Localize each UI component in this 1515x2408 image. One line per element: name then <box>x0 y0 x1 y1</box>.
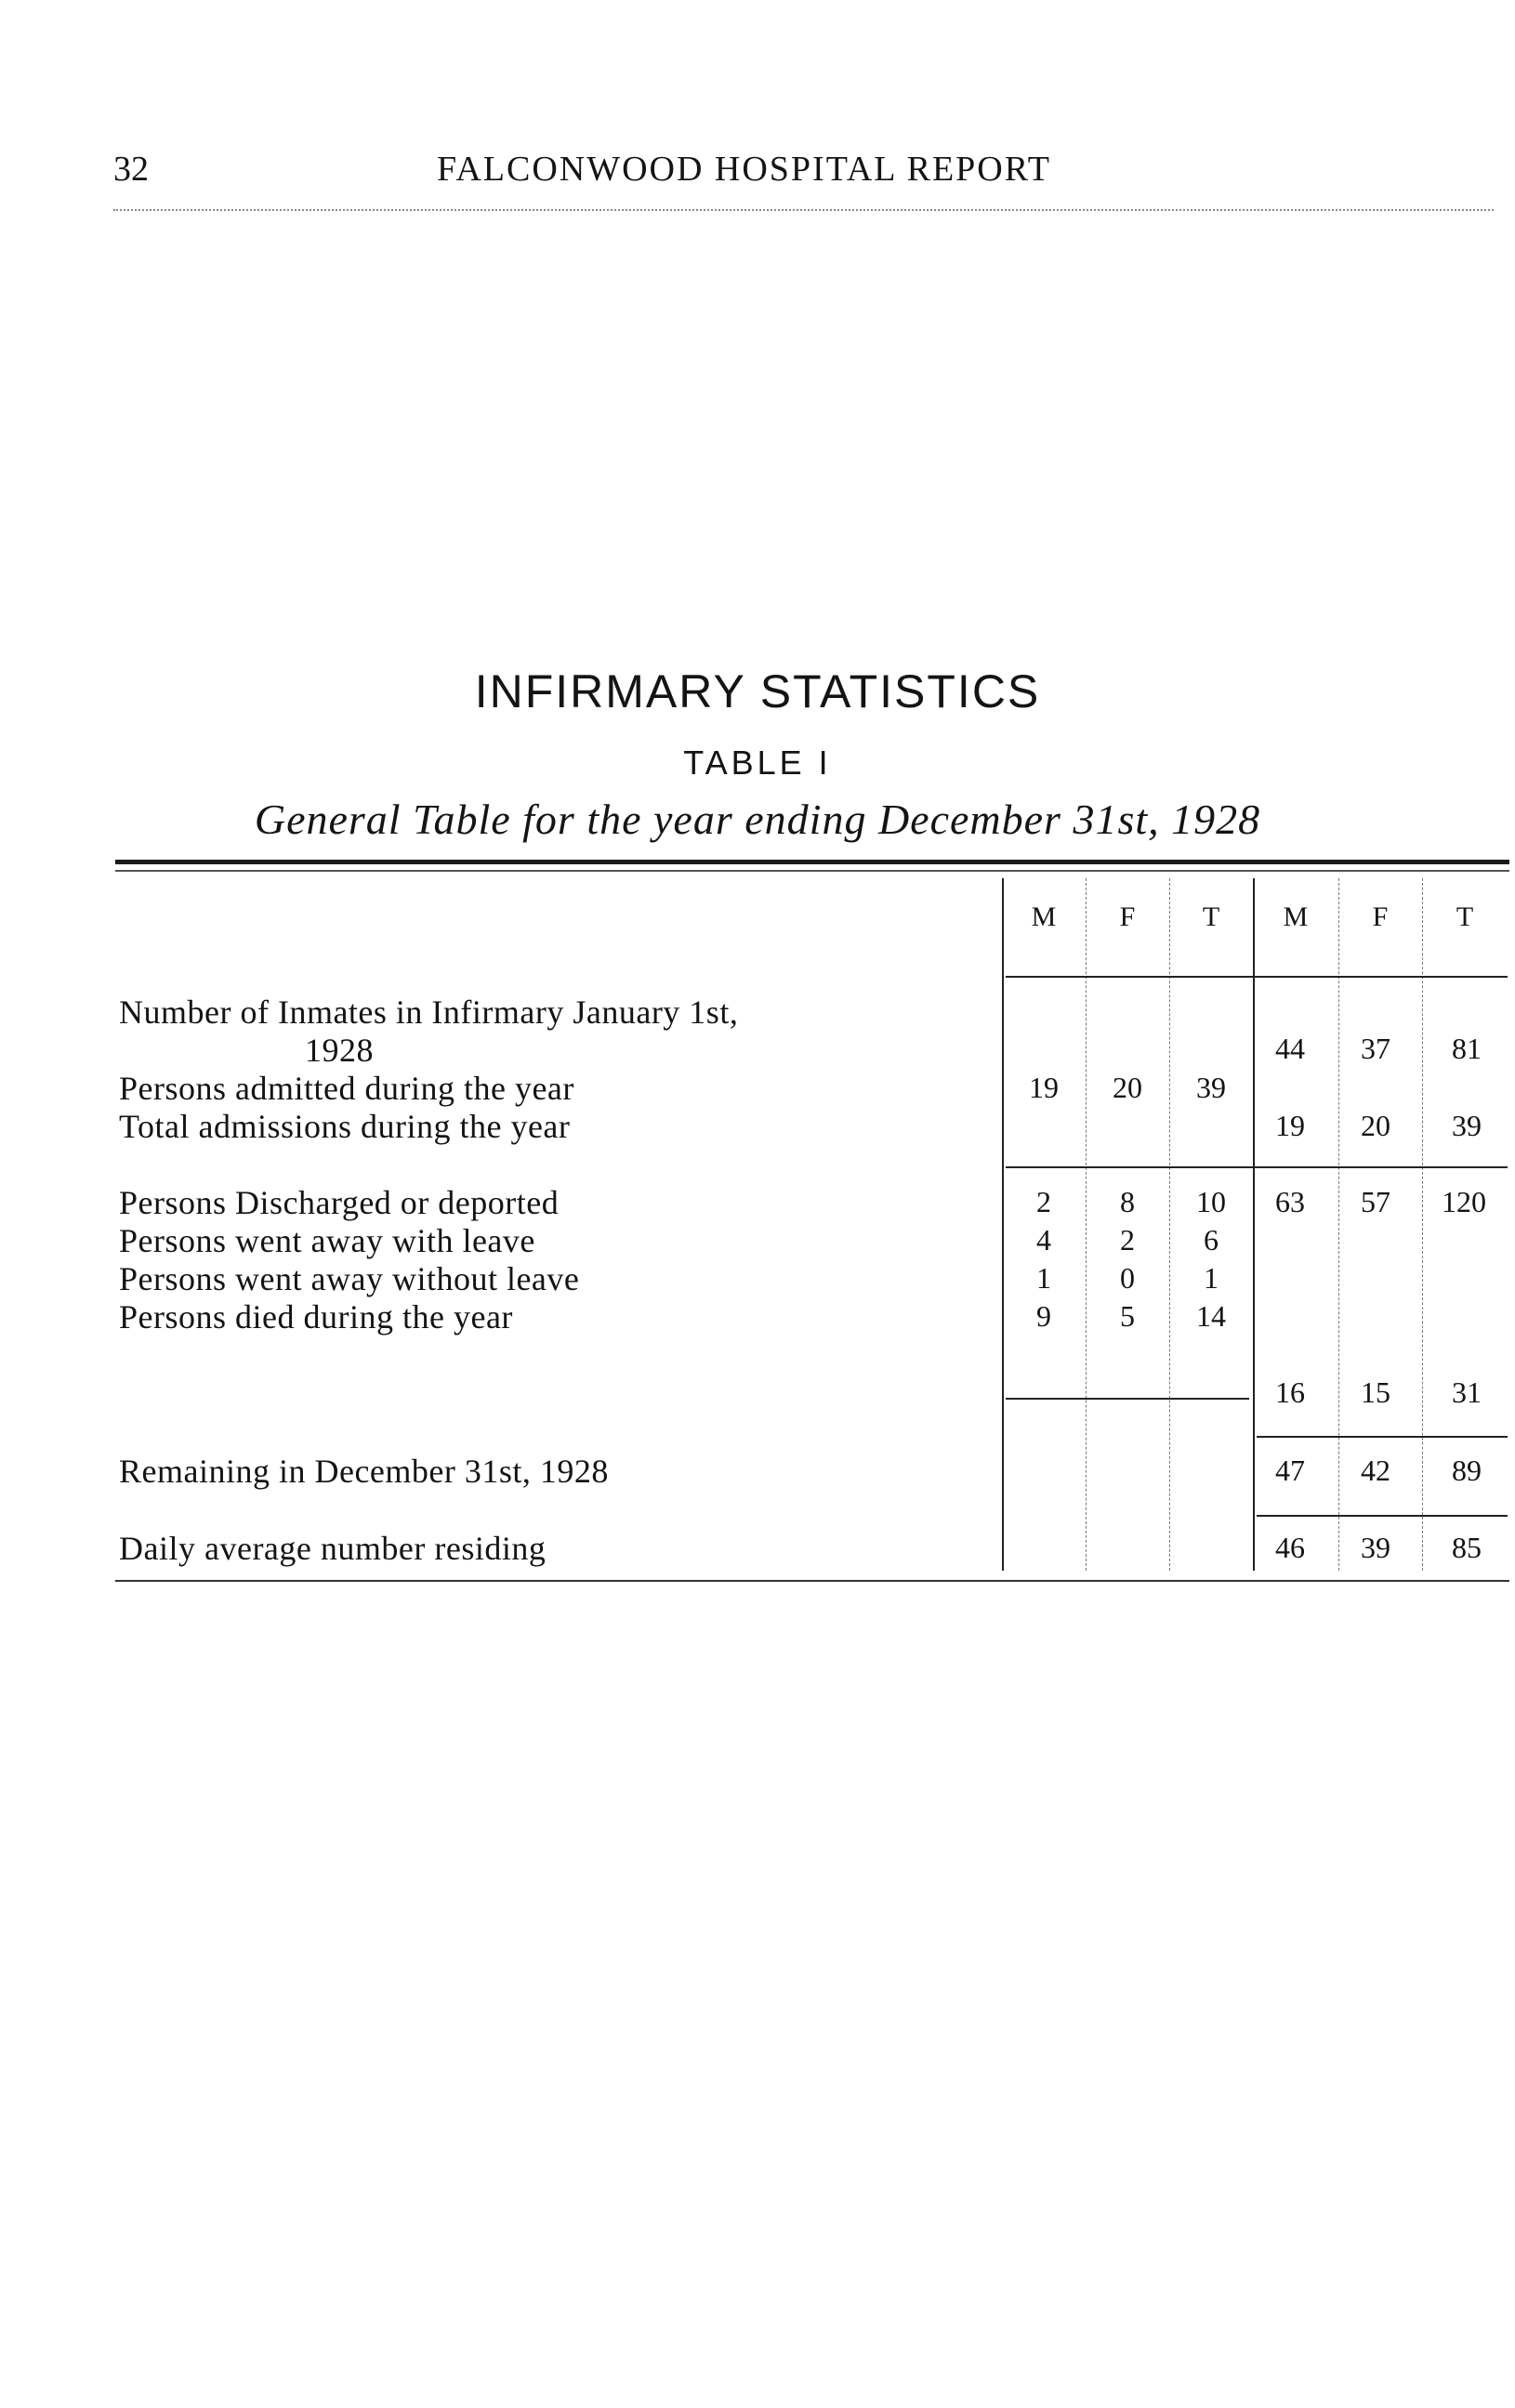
page-number: 32 <box>113 150 149 189</box>
table-cell: 16 <box>1275 1375 1305 1409</box>
column-rule <box>1422 878 1423 1571</box>
table-cell: 44 <box>1275 1032 1305 1065</box>
section-rule <box>1006 1166 1508 1168</box>
row-label: Remaining in December 31st, 1928 <box>119 1453 609 1490</box>
table-number: TABLE I <box>683 743 832 782</box>
row-label: Persons went away with leave <box>119 1222 535 1259</box>
section-rule <box>1257 1515 1508 1517</box>
running-title: FALCONWOOD HOSPITAL REPORT <box>437 150 1052 189</box>
column-header: T <box>1202 901 1220 932</box>
row-label: Persons went away without leave <box>119 1260 580 1297</box>
table-cell: 81 <box>1452 1032 1482 1065</box>
table-cell: 39 <box>1361 1531 1390 1564</box>
column-rule <box>1253 878 1255 1571</box>
table-cell: 4 <box>1036 1223 1051 1257</box>
main-title: INFIRMARY STATISTICS <box>474 665 1041 717</box>
table-cell: 46 <box>1275 1531 1305 1564</box>
table-top-rule-thin <box>115 870 1509 872</box>
column-header: F <box>1119 901 1136 932</box>
table-bottom-rule <box>115 1580 1509 1582</box>
column-header: T <box>1456 901 1474 932</box>
table-cell: 39 <box>1196 1071 1226 1104</box>
table-cell: 57 <box>1361 1185 1390 1218</box>
column-rule <box>1338 878 1339 1571</box>
header-rule <box>113 209 1494 211</box>
row-label: Persons admitted during the year <box>119 1070 574 1107</box>
table-cell: 0 <box>1120 1261 1135 1295</box>
table-cell: 20 <box>1113 1071 1142 1104</box>
row-label: Number of Inmates in Infirmary January 1st, <box>119 993 739 1031</box>
table-cell: 85 <box>1452 1531 1482 1564</box>
table-top-rule <box>115 860 1509 864</box>
table-caption: General Table for the year ending December 31st, 1928 <box>254 796 1261 843</box>
table-cell: 120 <box>1442 1185 1486 1218</box>
table-cell: 19 <box>1029 1071 1059 1104</box>
row-label-continued: 1928 <box>305 1032 374 1069</box>
table-cell: 2 <box>1120 1223 1135 1257</box>
table-cell: 1 <box>1204 1261 1219 1295</box>
section-rule <box>1006 1398 1249 1400</box>
table-cell: 20 <box>1361 1109 1390 1142</box>
row-label: Persons Discharged or deported <box>119 1184 560 1221</box>
table-cell: 31 <box>1452 1375 1482 1409</box>
column-header: M <box>1283 901 1309 932</box>
row-label: Daily average number residing <box>119 1530 547 1567</box>
section-rule <box>1006 976 1508 978</box>
table-cell: 63 <box>1275 1185 1305 1218</box>
table-cell: 1 <box>1036 1261 1051 1295</box>
table-cell: 19 <box>1275 1109 1305 1142</box>
table-cell: 42 <box>1361 1454 1390 1487</box>
table-cell: 9 <box>1036 1299 1051 1333</box>
row-label: Total admissions during the year <box>119 1108 571 1145</box>
table-cell: 47 <box>1275 1454 1305 1487</box>
table-cell: 10 <box>1196 1185 1226 1218</box>
section-rule <box>1257 1436 1508 1438</box>
column-header: M <box>1031 901 1057 932</box>
table-cell: 37 <box>1361 1032 1390 1065</box>
column-rule <box>1086 878 1087 1571</box>
table-cell: 14 <box>1196 1299 1226 1333</box>
table-cell: 6 <box>1204 1223 1219 1257</box>
table-cell: 2 <box>1036 1185 1051 1218</box>
table-cell: 5 <box>1120 1299 1135 1333</box>
column-rule <box>1169 878 1170 1571</box>
column-rule <box>1002 878 1004 1571</box>
column-header: F <box>1372 901 1389 932</box>
table-cell: 39 <box>1452 1109 1482 1142</box>
table-cell: 8 <box>1120 1185 1135 1218</box>
table-cell: 15 <box>1361 1375 1390 1409</box>
table-cell: 89 <box>1452 1454 1482 1487</box>
row-label: Persons died during the year <box>119 1298 513 1336</box>
